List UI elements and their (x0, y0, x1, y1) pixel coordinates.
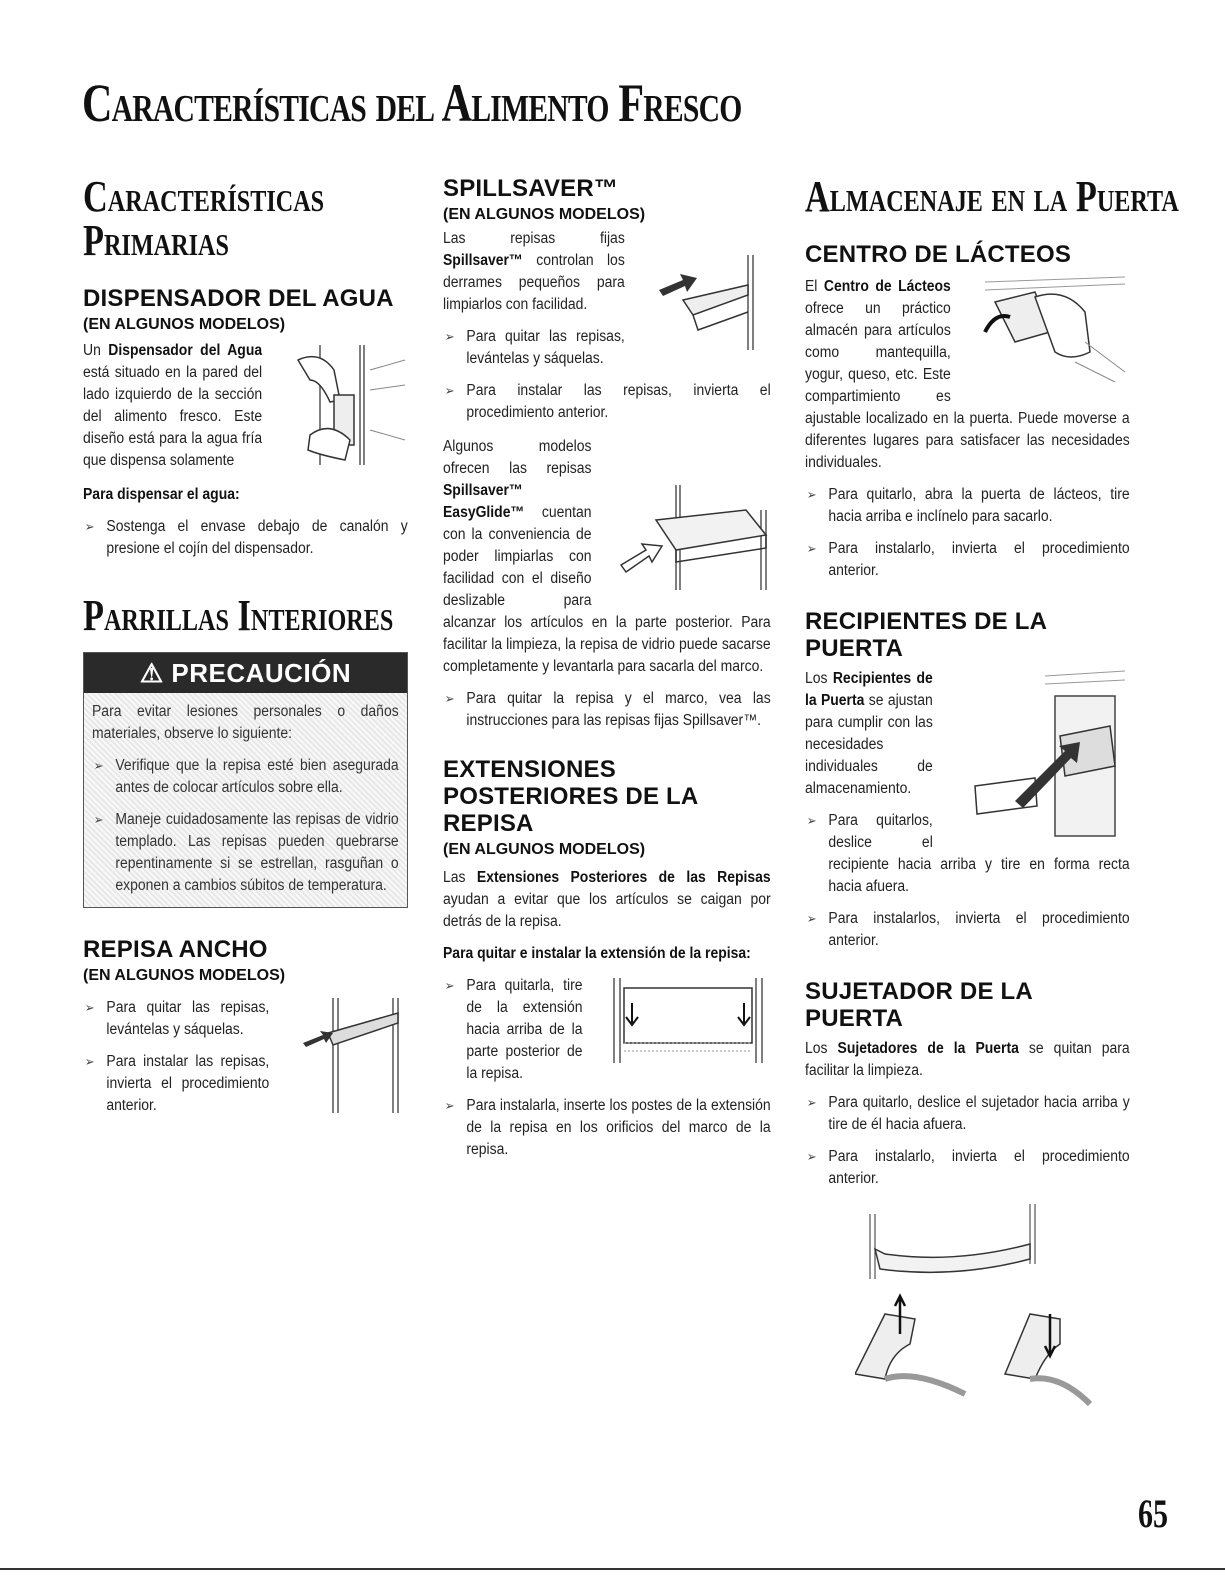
shelf-extensions-models: (EN ALGUNOS MODELOS) (443, 841, 646, 858)
wide-shelf-title: REPISA ANCHO (83, 936, 268, 963)
shelf-extensions-title-3: REPISA (443, 810, 534, 837)
door-bins-step: ➢ Para instalarlos, invierta el procedimiento anterior. (805, 908, 1130, 952)
dispense-water-label: Para dispensar el agua: (83, 486, 240, 503)
water-dispenser-intro: Un Dispensador del Agua está situado en la pared del lado izquierdo de la sección del alimento fresco. Este diseño está para la agua fría que dispensa solamente (83, 342, 263, 469)
door-retainer-step: ➢ Para instalarlo, invierta el procedimiento anterior. (805, 1146, 1130, 1190)
dairy-center-step: ➢ Para quitarlo, abra la puerta de lácteos, tire hacia arriba e inclínelo para sacarlo. (805, 484, 1130, 528)
page-title: Características del Alimento Fresco (82, 73, 742, 133)
water-dispenser-title: DISPENSADOR DEL AGUA (83, 285, 394, 312)
shelf-extensions-title: EXTENSIONES (443, 756, 616, 783)
wide-shelf-section (83, 936, 408, 1117)
door-retainer-title: SUJETADOR DE LA (805, 978, 1033, 1005)
spillsaver-step: ➢ Para quitar las repisas, levántelas y sáquelas. (443, 326, 771, 370)
shelf-extensions-title-2: POSTERIORES DE LA (443, 783, 699, 810)
wide-shelf-models: (EN ALGUNOS MODELOS) (83, 967, 286, 984)
wide-shelf-step: ➢ Para instalar las repisas, invierta el procedimiento anterior. (83, 1051, 408, 1117)
warning-icon: ⚠ (139, 658, 172, 688)
door-retainer-section (805, 978, 1130, 1429)
door-bins-step: ➢ Para quitarlos, deslice el recipiente hacia arriba y tire en forma recta hacia afuera. (805, 810, 1130, 898)
water-dispenser-section (83, 285, 408, 560)
dairy-center-intro: El Centro de Lácteos ofrece un práctico almacén para artículos como mantequilla, yogur, queso, etc. Este compartimiento es ajustable localizado en la puerta. Puede moverse a diferentes lugares para satisfacer las necesidades individuales. (805, 278, 1130, 471)
spillsaver-step: ➢ Para quitar la repisa y el marco, vea las instrucciones para las repisas fijas Spillsaver™. (443, 688, 771, 732)
door-retainer-illustration (855, 1204, 1130, 1429)
easyglide-paragraph: Algunos modelos ofrecen las repisas Spillsaver™ EasyGlide™ cuentan con la conveniencia de poder limpiarlas con facilidad con el diseño deslizable para alcanzar los artículos en la parte posterior. Para facilitar la limpieza, la repisa de vidrio puede sacarse completamente y levantarla para sacarla del marco. (443, 438, 771, 675)
dairy-center-step: ➢ Para instalarlo, invierta el procedimiento anterior. (805, 538, 1130, 582)
dairy-center-section (805, 241, 1130, 582)
door-retainer-title-2: PUERTA (805, 1005, 904, 1032)
shelf-extensions-section (443, 756, 771, 1161)
spillsaver-intro: Las repisas fijas Spillsaver™ controlan los derrames pequeños para limpiarlos con facilidad. (443, 230, 625, 313)
dispense-water-step: ➢ Sostenga el envase debajo de canalón y presione el cojín del dispensador. (83, 516, 408, 560)
door-retainer-step: ➢ Para quitarlo, deslice el sujetador hacia arriba y tire de él hacia afuera. (805, 1092, 1130, 1136)
shelf-extension-step: ➢ Para quitarla, tire de la extensión hacia arriba de la parte posterior de la repisa. (443, 975, 771, 1085)
primary-features-heading-2: Primarias (83, 216, 229, 265)
spillsaver-section (443, 175, 771, 732)
door-storage-heading: Almacenaje en la Puerta (805, 172, 1179, 221)
column-primary-features (83, 172, 408, 1118)
caution-item: ➢ Verifique que la repisa esté bien asegurada antes de colocar artículos sobre ella. (92, 755, 399, 799)
shelf-extension-step: ➢ Para instalarla, inserte los postes de la extensión de la repisa en los orificios del marco de la repisa. (443, 1095, 771, 1161)
column-spillsaver (443, 175, 771, 1161)
shelf-extensions-intro: Las Extensiones Posteriores de las Repisas ayudan a evitar que los artículos se caigan por detrás de la repisa. (443, 869, 771, 930)
page-number: 65 (1138, 1491, 1168, 1536)
water-dispenser-models: (EN ALGUNOS MODELOS) (83, 316, 286, 333)
wide-shelf-step: ➢ Para quitar las repisas, levántelas y sáquelas. (83, 997, 408, 1041)
bottom-rule (0, 1568, 1225, 1570)
shelf-extensions-label: Para quitar e instalar la extensión de la repisa: (443, 945, 751, 962)
caution-intro: Para evitar lesiones personales o daños materiales, observe lo siguiente: (92, 703, 399, 742)
door-bins-section (805, 608, 1130, 952)
door-retainer-intro: Los Sujetadores de la Puerta se quitan para facilitar la limpieza. (805, 1040, 1130, 1079)
door-bins-title: RECIPIENTES DE LA (805, 608, 1048, 635)
caution-box (83, 652, 408, 908)
dairy-center-title: CENTRO DE LÁCTEOS (805, 241, 1072, 268)
spillsaver-title: SPILLSAVER™ (443, 175, 619, 202)
primary-features-heading: Características (83, 172, 325, 221)
interior-shelves-heading: Parrillas Interiores (83, 591, 394, 640)
spillsaver-step: ➢ Para instalar las repisas, invierta el procedimiento anterior. (443, 380, 771, 424)
caution-item: ➢ Maneje cuidadosamente las repisas de vidrio templado. Las repisas pueden quebrarse repentinamente si se estrellan, rasguñan o exponen a cambios súbitos de temperatura. (92, 809, 399, 897)
door-bins-intro: Los Recipientes de la Puerta se ajustan para cumplir con las necesidades individuales de almacenamiento. (805, 670, 933, 797)
column-door-storage (805, 172, 1179, 1429)
door-bins-title-2: PUERTA (805, 635, 904, 662)
caution-header: ⚠ PRECAUCIÓN (84, 653, 407, 693)
spillsaver-models: (EN ALGUNOS MODELOS) (443, 206, 646, 223)
